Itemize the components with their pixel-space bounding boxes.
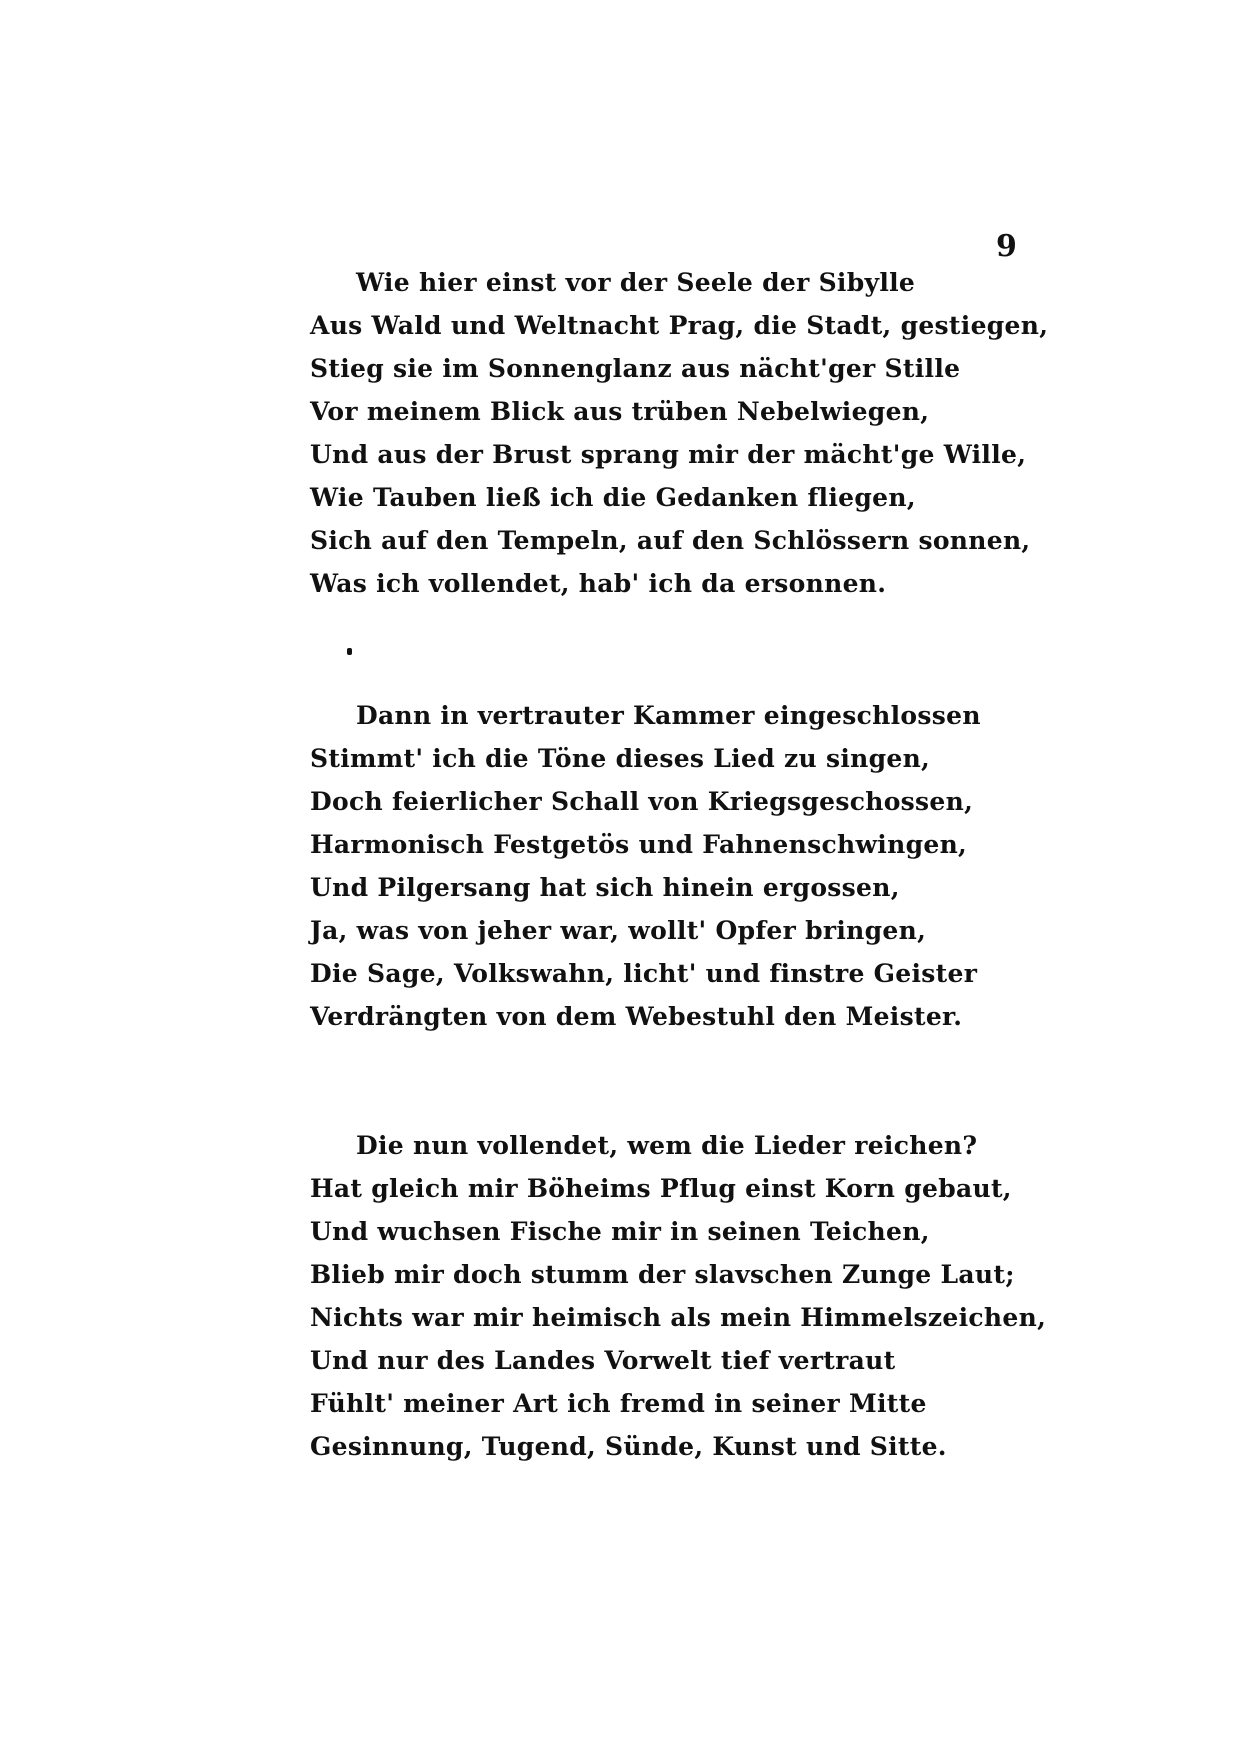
- verse-line: Aus Wald und Weltnacht Prag, die Stadt, gestiegen,: [310, 311, 1049, 340]
- verse-line: Sich auf den Tempeln, auf den Schlössern sonnen,: [310, 526, 1031, 555]
- verse-line: Doch feierlicher Schall von Kriegsgeschossen,: [310, 787, 974, 816]
- verse-line: Und Pilgersang hat sich hinein ergossen,: [310, 873, 900, 902]
- verse-line: Hat gleich mir Böheims Pflug einst Korn gebaut,: [310, 1174, 1012, 1203]
- verse-line: Ja, was von jeher war, wollt' Opfer bringen,: [310, 916, 927, 945]
- verse-line: Wie Tauben ließ ich die Gedanken fliegen,: [310, 483, 916, 512]
- stanza-1: [310, 261, 1049, 605]
- verse-line: Die nun vollendet, wem die Lieder reichen?: [356, 1131, 978, 1160]
- verse-line: Und aus der Brust sprang mir der mächt'ge Wille,: [310, 440, 1027, 469]
- verse-line: Wie hier einst vor der Seele der Sibylle: [356, 268, 916, 297]
- verse-line: Und nur des Landes Vorwelt tief vertraut: [310, 1346, 896, 1375]
- verse-line: Stimmt' ich die Töne dieses Lied zu singen,: [310, 744, 931, 773]
- stanza-2: [310, 694, 1030, 1038]
- stanza-3: [310, 1124, 1047, 1468]
- page-number: 9: [996, 229, 1017, 264]
- verse-line: Verdrängten von dem Webestuhl den Meister.: [310, 1002, 963, 1031]
- verse-line: Dann in vertrauter Kammer eingeschlossen: [356, 701, 981, 730]
- verse-line: Und wuchsen Fische mir in seinen Teichen,: [310, 1217, 930, 1246]
- verse-line: Vor meinem Blick aus trüben Nebelwiegen,: [310, 397, 930, 426]
- verse-line: Nichts war mir heimisch als mein Himmelszeichen,: [310, 1303, 1047, 1332]
- verse-line: Harmonisch Festgetös und Fahnenschwingen,: [310, 830, 968, 859]
- verse-line: Die Sage, Volkswahn, licht' und finstre Geister: [310, 959, 978, 988]
- verse-line: Was ich vollendet, hab' ich da ersonnen.: [310, 569, 887, 598]
- print-speck: [347, 648, 352, 655]
- verse-line: Stieg sie im Sonnenglanz aus nächt'ger Stille: [310, 354, 961, 383]
- verse-line: Fühlt' meiner Art ich fremd in seiner Mitte: [310, 1389, 927, 1418]
- verse-line: Gesinnung, Tugend, Sünde, Kunst und Sitte.: [310, 1432, 947, 1461]
- verse-line: Blieb mir doch stumm der slavschen Zunge Laut;: [310, 1260, 1015, 1289]
